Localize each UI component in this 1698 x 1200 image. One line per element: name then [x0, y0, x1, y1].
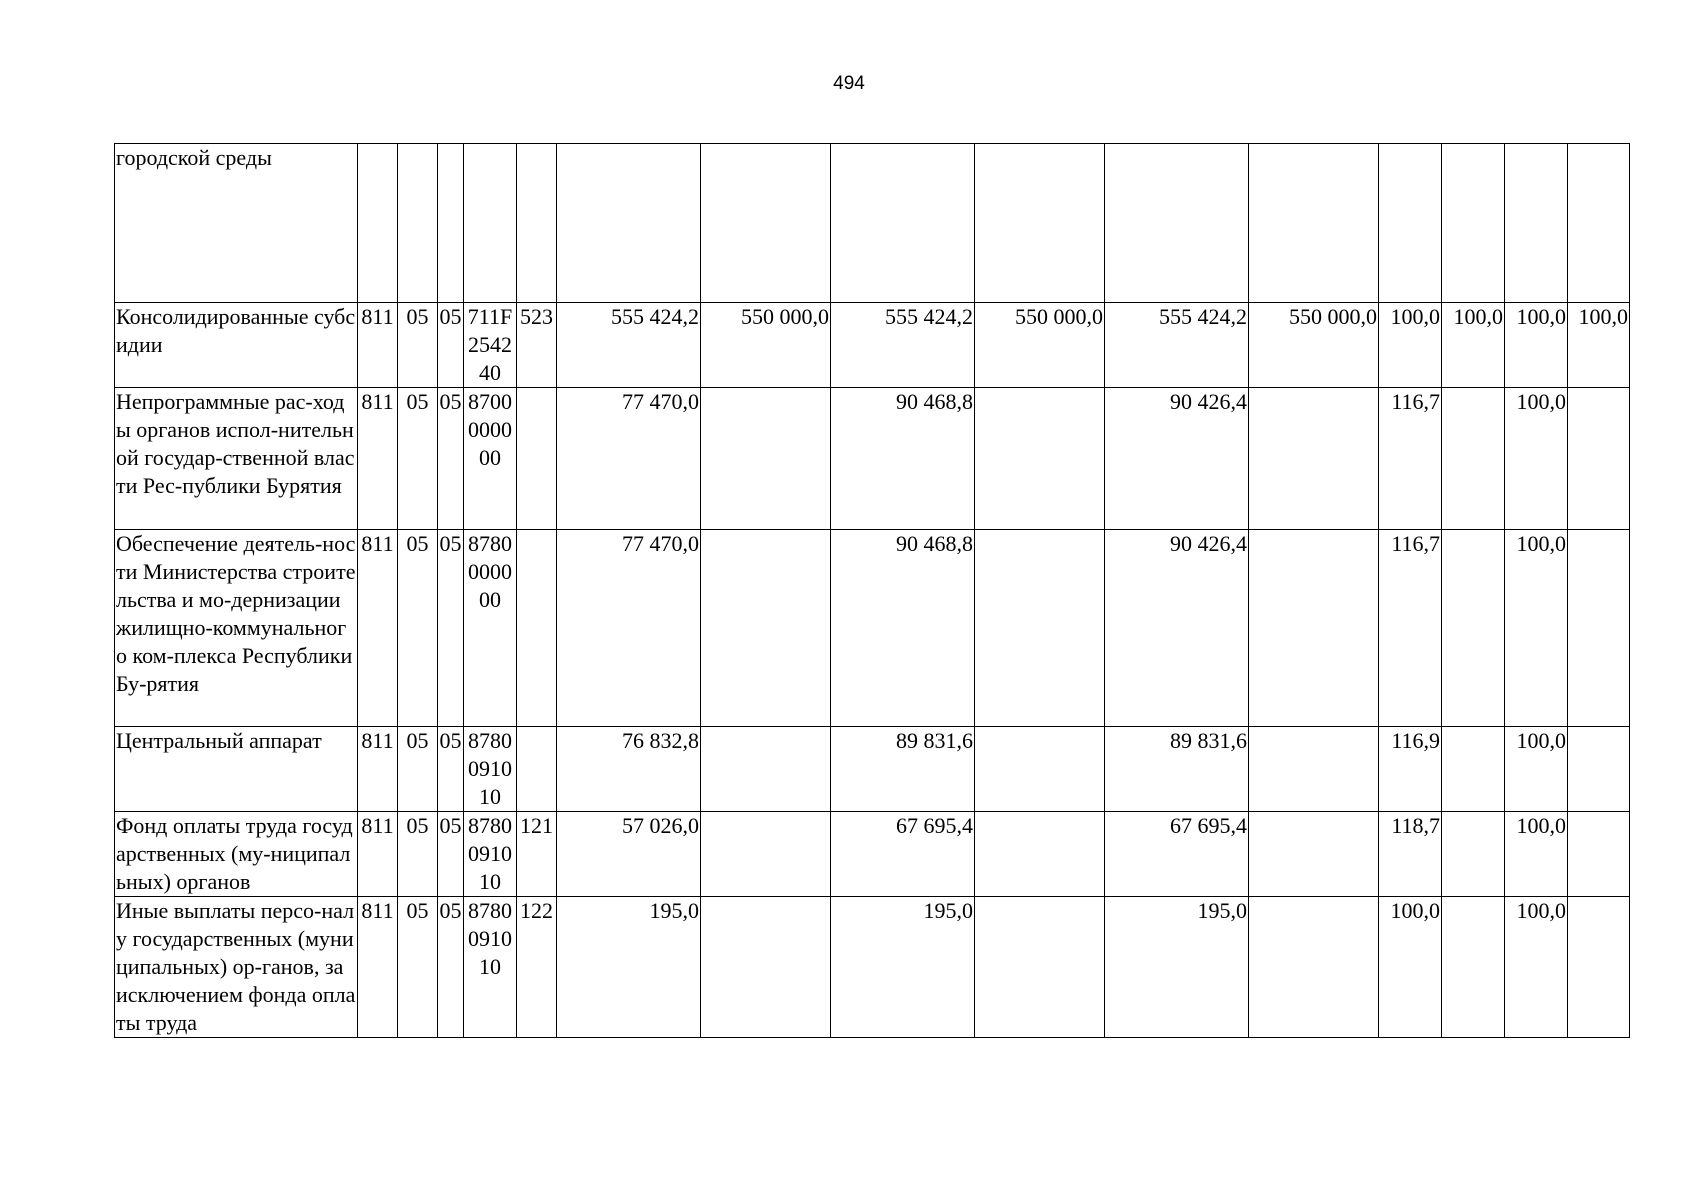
cell-value-5: [1105, 144, 1249, 303]
cell-pr: [438, 144, 464, 303]
cell-cs-part: 8780: [468, 898, 512, 923]
cell-percent-1: 100,0: [1379, 303, 1442, 388]
row-name: Консолидированные субсидии: [115, 303, 358, 388]
cell-value-6: [1249, 727, 1379, 812]
cell-value-1: [557, 144, 701, 303]
cell-percent-1: 100,0: [1379, 897, 1442, 1038]
cell-cs: [464, 727, 517, 812]
cell-percent-3: 100,0: [1505, 727, 1568, 812]
cell-vr: 122: [517, 897, 557, 1038]
row-name: городской среды: [115, 144, 358, 303]
row-name: Непрограммные рас-ходы органов испол-нительной государ-ственной власти Рес-публики Бурятия: [115, 388, 358, 530]
cell-cs-part: 00: [479, 445, 501, 470]
table-row: [115, 727, 1630, 812]
cell-percent-4: 100,0: [1568, 303, 1630, 388]
cell-cs-part: 10: [479, 869, 501, 894]
cell-percent-3: 100,0: [1505, 303, 1568, 388]
cell-value-2: [701, 530, 831, 727]
cell-value-3: [831, 144, 975, 303]
cell-cs-part: 0000: [468, 559, 512, 584]
cell-gr: 811: [358, 530, 398, 727]
cell-percent-1: 116,7: [1379, 530, 1442, 727]
cell-rz: 05: [398, 727, 438, 812]
cell-gr: 811: [358, 812, 398, 897]
cell-value-5: 90 426,4: [1105, 388, 1249, 530]
budget-table: [114, 143, 1630, 1038]
cell-percent-4: [1568, 727, 1630, 812]
cell-pr: 05: [438, 897, 464, 1038]
cell-percent-3: 100,0: [1505, 897, 1568, 1038]
cell-value-3: 90 468,8: [831, 530, 975, 727]
table-row: [115, 144, 1630, 303]
cell-value-1: 57 026,0: [557, 812, 701, 897]
cell-percent-4: [1568, 144, 1630, 303]
cell-cs: [464, 388, 517, 530]
cell-value-4: [975, 144, 1105, 303]
cell-value-5: 90 426,4: [1105, 530, 1249, 727]
cell-value-3: 195,0: [831, 897, 975, 1038]
cell-percent-2: [1442, 144, 1505, 303]
cell-percent-4: [1568, 388, 1630, 530]
cell-cs-part: 10: [479, 954, 501, 979]
cell-cs-part: 0000: [468, 417, 512, 442]
cell-cs-part: 8700: [468, 389, 512, 414]
cell-cs-part: 0910: [468, 926, 512, 951]
cell-percent-2: 100,0: [1442, 303, 1505, 388]
cell-cs-part: 0910: [468, 841, 512, 866]
cell-cs-part: 711F: [467, 304, 513, 329]
table-row: [115, 303, 1630, 388]
cell-gr: 811: [358, 727, 398, 812]
cell-value-5: 195,0: [1105, 897, 1249, 1038]
cell-value-6: [1249, 144, 1379, 303]
cell-cs: [464, 303, 517, 388]
cell-rz: 05: [398, 303, 438, 388]
cell-value-4: [975, 897, 1105, 1038]
cell-pr: 05: [438, 303, 464, 388]
cell-rz: 05: [398, 812, 438, 897]
cell-cs-part: 8780: [468, 728, 512, 753]
cell-value-1: 77 470,0: [557, 530, 701, 727]
cell-vr: 523: [517, 303, 557, 388]
cell-rz: 05: [398, 388, 438, 530]
cell-value-4: 550 000,0: [975, 303, 1105, 388]
cell-value-6: [1249, 388, 1379, 530]
cell-rz: 05: [398, 530, 438, 727]
cell-rz: [398, 144, 438, 303]
cell-value-6: [1249, 897, 1379, 1038]
cell-percent-2: [1442, 727, 1505, 812]
cell-vr: [517, 530, 557, 727]
cell-percent-4: [1568, 530, 1630, 727]
row-name: Иные выплаты персо-налу государственных (муниципальных) ор-ганов, за исключением фонда оплаты труда: [115, 897, 358, 1038]
cell-value-2: 550 000,0: [701, 303, 831, 388]
cell-rz: 05: [398, 897, 438, 1038]
cell-percent-3: 100,0: [1505, 530, 1568, 727]
cell-value-4: [975, 530, 1105, 727]
cell-vr: 121: [517, 812, 557, 897]
cell-value-3: 90 468,8: [831, 388, 975, 530]
cell-value-1: 76 832,8: [557, 727, 701, 812]
cell-percent-4: [1568, 812, 1630, 897]
cell-cs: [464, 530, 517, 727]
cell-value-6: [1249, 812, 1379, 897]
cell-value-5: 89 831,6: [1105, 727, 1249, 812]
cell-value-2: [701, 144, 831, 303]
cell-gr: 811: [358, 897, 398, 1038]
cell-percent-2: [1442, 530, 1505, 727]
cell-percent-1: 116,9: [1379, 727, 1442, 812]
cell-percent-1: 116,7: [1379, 388, 1442, 530]
cell-cs-part: 8780: [468, 531, 512, 556]
cell-cs-part: 00: [479, 587, 501, 612]
cell-gr: 811: [358, 303, 398, 388]
cell-cs-part: 2542: [468, 332, 512, 357]
cell-value-2: [701, 897, 831, 1038]
cell-cs-part: 10: [479, 784, 501, 809]
cell-vr: [517, 388, 557, 530]
cell-percent-3: 100,0: [1505, 388, 1568, 530]
cell-pr: 05: [438, 812, 464, 897]
cell-value-1: 77 470,0: [557, 388, 701, 530]
cell-pr: 05: [438, 727, 464, 812]
cell-value-3: 89 831,6: [831, 727, 975, 812]
cell-value-3: 67 695,4: [831, 812, 975, 897]
cell-cs-part: 8780: [468, 813, 512, 838]
cell-cs-part: 0910: [468, 756, 512, 781]
cell-percent-1: [1379, 144, 1442, 303]
cell-value-3: 555 424,2: [831, 303, 975, 388]
cell-value-4: [975, 727, 1105, 812]
cell-value-1: 195,0: [557, 897, 701, 1038]
cell-percent-2: [1442, 812, 1505, 897]
cell-gr: [358, 144, 398, 303]
cell-value-5: 555 424,2: [1105, 303, 1249, 388]
cell-cs: [464, 144, 517, 303]
cell-value-1: 555 424,2: [557, 303, 701, 388]
cell-percent-3: [1505, 144, 1568, 303]
cell-value-6: 550 000,0: [1249, 303, 1379, 388]
cell-percent-2: [1442, 388, 1505, 530]
page-number: 494: [833, 73, 865, 94]
cell-value-2: [701, 388, 831, 530]
cell-cs: [464, 812, 517, 897]
row-name: Обеспечение деятель-ности Министерства строительства и мо-дернизации жилищно-коммунального ком-плекса Республики Бу-рятия: [115, 530, 358, 727]
cell-percent-2: [1442, 897, 1505, 1038]
cell-cs-part: 40: [479, 360, 501, 385]
cell-value-2: [701, 727, 831, 812]
cell-pr: 05: [438, 530, 464, 727]
cell-value-2: [701, 812, 831, 897]
table-row: [115, 897, 1630, 1038]
cell-gr: 811: [358, 388, 398, 530]
row-name: Центральный аппарат: [115, 727, 358, 812]
cell-cs: [464, 897, 517, 1038]
cell-percent-1: 118,7: [1379, 812, 1442, 897]
cell-vr: [517, 144, 557, 303]
cell-vr: [517, 727, 557, 812]
cell-pr: 05: [438, 388, 464, 530]
cell-value-4: [975, 812, 1105, 897]
cell-percent-3: 100,0: [1505, 812, 1568, 897]
cell-value-6: [1249, 530, 1379, 727]
table-row: [115, 530, 1630, 727]
table-row: [115, 812, 1630, 897]
cell-percent-4: [1568, 897, 1630, 1038]
cell-value-4: [975, 388, 1105, 530]
row-name: Фонд оплаты труда государственных (му-ниципальных) органов: [115, 812, 358, 897]
cell-value-5: 67 695,4: [1105, 812, 1249, 897]
table-row: [115, 388, 1630, 530]
